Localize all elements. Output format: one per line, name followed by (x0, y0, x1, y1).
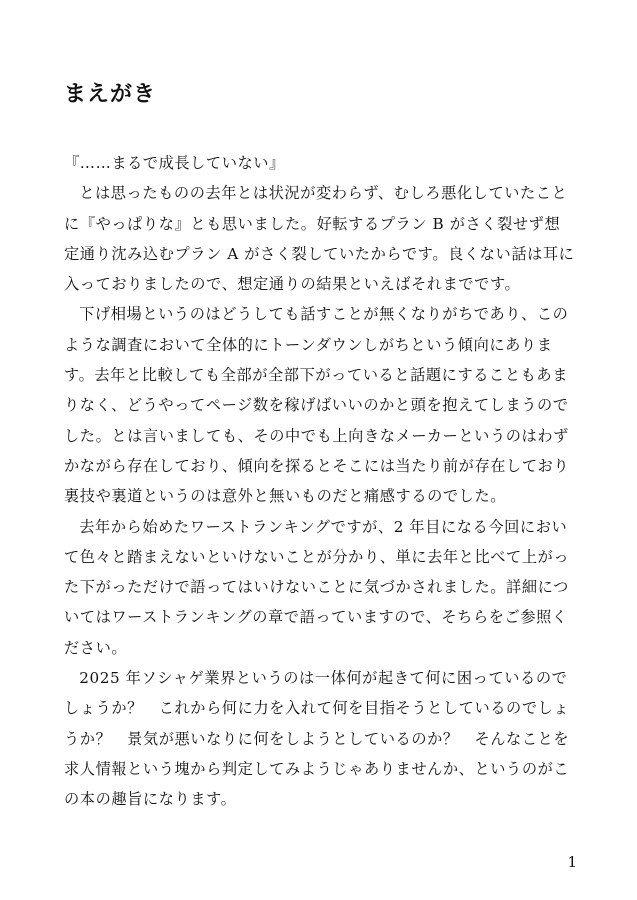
paragraph: 下げ相場というのはどうしても話すことが無くなりがちであり、このような調査において全体的にトーンダウンしがちという傾向にあります。去年と比較しても全部が全部下がっていると話題にすることもあまりなく、どうやってページ数を稼げばいいのかと頭を抱えてしまうのでした。とは言いましても、その中でも上向きなメーカーというのはわずかながら存在しており、傾向を探るとそこには当たり前が存在しており裏技や裏道というのは意外と無いものだと痛感するのでした。 (64, 305, 570, 506)
paragraph: 2025 年ソシャゲ業界というのは一体何が起きて何に困っているのでしょうか？ これから何に力を入れて何を目指そうとしているのでしょうか？ 景気が悪いなりに何をしようとしているのか？ そんなことを求人情報という塊から判定してみようじゃありませんか、というのがこの本の趣旨になります。 (64, 669, 570, 809)
page-title: まえがき (64, 82, 157, 107)
page-number: 1 (567, 853, 577, 871)
body-text (64, 148, 576, 815)
paragraph: 去年から始めたワーストランキングですが、2 年目になる今回において色々と踏まえないといけないことが分かり、単に去年と比べて上がった下がっただけで語ってはいけないことに気づかされました。詳細についてはワーストランキングの章で語っていますので、そちらをご参照ください。 (64, 517, 570, 657)
paragraph-quote: 『……まるで成長していない』 (64, 154, 285, 172)
paragraph: とは思ったものの去年とは状況が変わらず、むしろ悪化していたことに『やっぱりな』とも思いました。好転するプラン B がさく裂せず想定通り沈み込むプラン A がさく裂していたからです。良くない話は耳に入っておりましたので、想定通りの結果といえばそれまでです。 (64, 184, 575, 294)
